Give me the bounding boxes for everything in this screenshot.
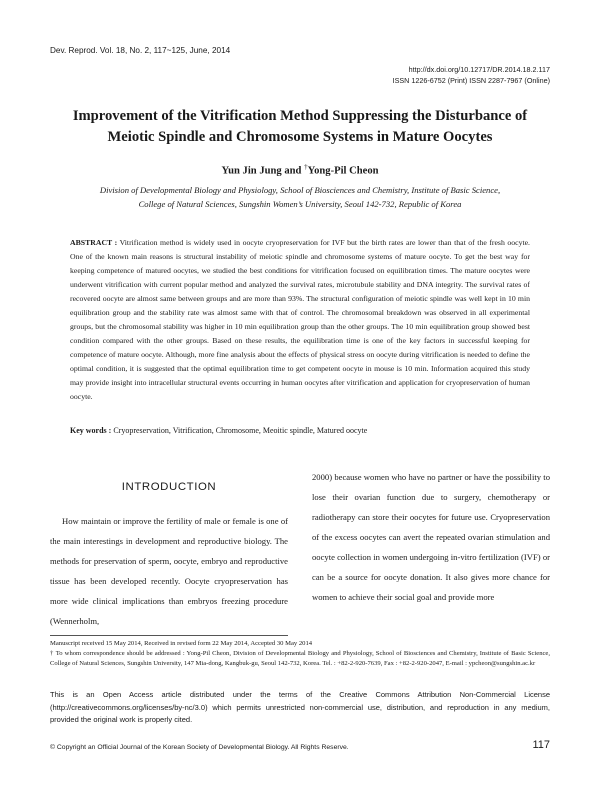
issn-text: ISSN 1226-6752 (Print) ISSN 2287-7967 (Online) [392,76,550,85]
author-2: Yong-Pil Cheon [307,165,379,177]
keywords-label: Key words : [70,426,112,435]
author-list [60,163,540,177]
doi-link[interactable]: http://dx.doi.org/10.12717/DR.2014.18.2.117 [408,65,550,74]
doi-block [393,64,550,86]
copyright-notice: © Copyright an Official Journal of the Korean Society of Developmental Biology. All Rights Reserve. [50,744,349,751]
title-line-2: Meiotic Spindle and Chromosome Systems in Mature Oocytes [107,129,493,145]
abstract-text: Vitrification method is widely used in oocyte cryopreservation for IVF but the birth rates are lower than that of the fresh oocyte. One of the known main reasons is structural instability of meiotic spindle and chromosome systems of mature oocyte. To get the best way for keeping competence of matured oocytes, we studied the best conditions for vitrification focused on equilibration times. The mature oocytes were underwent vitrification with current popular method and analyzed the survival rates, microtubule stability and DNA integrity. The survival rates of recovered oocyte are almost same between groups and are more than 93%. The structural configuration of meiotic spindle was well kept in 10 min equilibration group and the stability rate was almost same with that of control. The chromosomal breakdown was observed in all experimental groups, but the chromosomal stability was higher in 10 min equilibration group than the other groups. The 10 min equilibration group showed best condition compared with the other groups. Based on these results, the equilibration time is one of the key factors in successful keeping for competence of mature oocyte. Although, more fine analysis about the effects of physical stress on oocyte during vitrification is needed to define the optimal condition, it is suggested that the optimal equilibration time to get competent oocyte in mouse is 10 min. Information acquired this study may provide insight into intracellular structural events occurring in human oocytes after vitrification and application for cryopreservation of human oocyte. [70,238,530,401]
title-line-1: Improvement of the Vitrification Method Suppressing the Disturbance of [72,108,528,124]
corresponding-mark: † [304,163,308,171]
open-access-notice: This is an Open Access article distributed under the terms of the Creative Commons Attribution Non-Commercial License (http://creativecommons.org/licenses/by-nc/3.0) which permits unrestricted non-commercial use, distribution, and reproduction in any medium, provided the original work is properly cited. [50,690,550,724]
abstract-label: ABSTRACT : [70,238,118,247]
intro-left-column: How maintain or improve the fertility of male or female is one of the main interestings in development and reproductive biology. The methods for preservation of sperm, oocyte, embryo and reproductive tissue has been developed recently. Oocyte cryopreservation has more wide clinical implications than embryos freezing procedure (Wennerholm, [50,516,288,626]
keywords-line [70,426,530,435]
keywords-text: Cryopreservation, Vitrification, Chromosome, Meoitic spindle, Matured oocyte [113,426,368,435]
journal-reference: Dev. Reprod. Vol. 18, No. 2, 117~125, June, 2014 [50,46,231,55]
intro-right-column: 2000) because women who have no partner or have the possibility to lose their ovarian function due to surgery, chemotherapy or radiotherapy can store their oocytes for future use. Cryopreservation of the excess oocytes can avert the repeated ovarian stimulation and oocyte collection in women undergoing in-vitro fertilization (IVF) or can be a source for oocyte donation. It also gives more chance for women to achieve their social goal and provide more [312,472,550,602]
abstract-paragraph [70,236,530,404]
manuscript-dates: Manuscript received 15 May 2014, Received in revised form 22 May 2014, Accepted 30 May 2014 [50,640,313,647]
affiliation-line-2: College of Natural Sciences, Sungshin Women’s University, Seoul 142-732, Republic of Korea [138,199,462,209]
author-1: Yun Jin Jung and [221,165,305,177]
article-title [60,106,540,148]
page-number: 117 [532,739,550,751]
footnote-divider [50,635,288,636]
affiliation [70,183,530,211]
section-heading-introduction: INTRODUCTION [121,481,217,493]
correspondence-note: † To whom correspondence should be addressed : Yong-Pil Cheon, Division of Developmental Biology and Physiology, School of Biosciences and Chemistry, Institute of Basic Science, College of Natural Sciences, Sungshin University, 147 Mia-dong, Kangbuk-gu, Seoul 142-732, Korea. Tel. : +82-2-920-7639, Fax : +82-2-920-2047, E-mail : ypcheon@sungshin.ac.kr [50,650,550,667]
affiliation-line-1: Division of Developmental Biology and Physiology, School of Biosciences and Chemistry, Institute of Basic Science, [99,185,501,195]
